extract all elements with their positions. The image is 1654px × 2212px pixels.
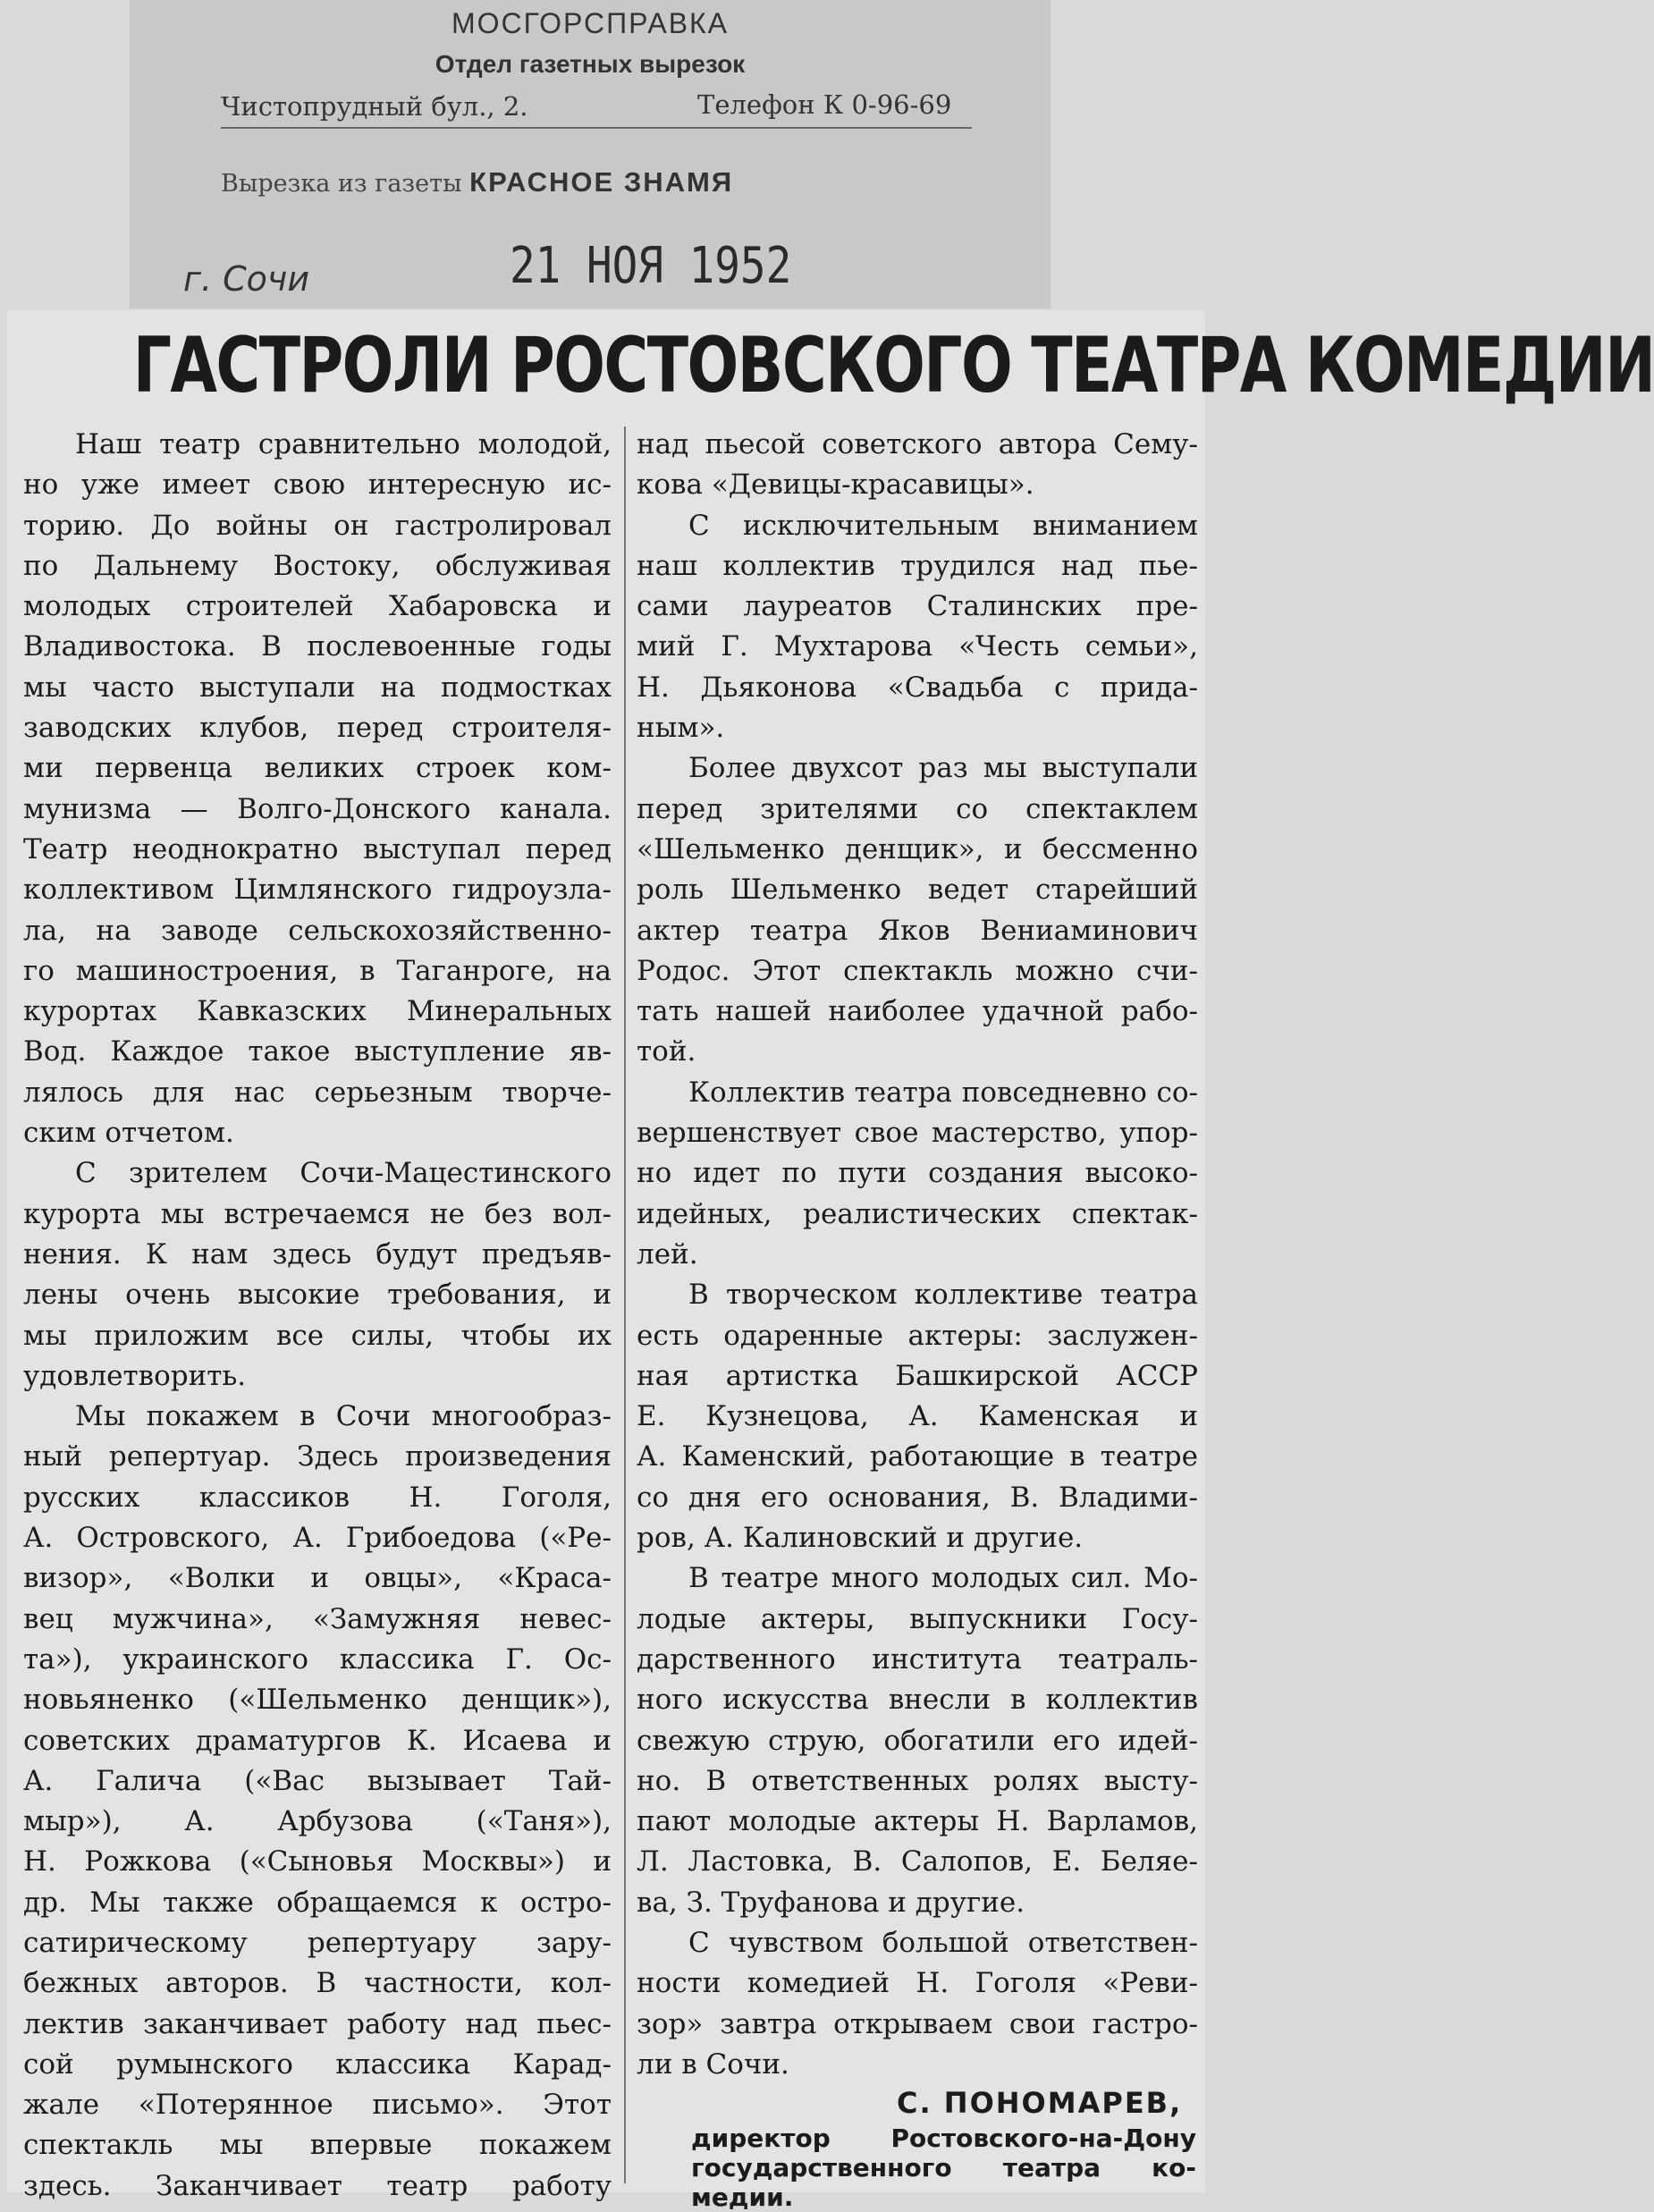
text-line: ва, З. Труфанова и другие. — [637, 1886, 1025, 1919]
text-line: курорта мы встречаемся не без вол- — [23, 1197, 612, 1230]
text-line: А. Островского, А. Грибоедова («Ре- — [23, 1522, 612, 1555]
text-line: сатирическому репертуару зару- — [23, 1926, 612, 1959]
signature-line: директор Ростовского-на-Дону — [691, 2123, 1196, 2153]
service-address: Чистопрудный бул., 2. — [221, 91, 528, 122]
text-line: над пьесой советского автора Сему- — [637, 428, 1198, 460]
source-prefix: Вырезка из газеты — [221, 170, 462, 198]
text-line: сой румынского классика Карад- — [23, 2047, 612, 2081]
text-line: пают молодые актеры Н. Варламов, — [637, 1805, 1198, 1838]
text-line: вершенствует свое мастерство, упор- — [637, 1117, 1198, 1150]
text-line: кова «Девицы-красавицы». — [637, 469, 1034, 502]
text-line: но идет по пути создания высоко- — [637, 1157, 1198, 1190]
text-line: сами лауреатов Сталинских пре- — [637, 590, 1198, 623]
text-line: ла, на заводе сельскохозяйственно- — [23, 914, 612, 947]
text-line: В театре много молодых сил. Мо- — [688, 1562, 1198, 1595]
text-line: по Дальнему Востоку, обслуживая — [23, 549, 612, 582]
text-line: С исключительным вниманием — [688, 509, 1198, 542]
text-line: ного искусства внесли в коллектив — [637, 1684, 1198, 1717]
text-line: молодых строителей Хабаровска и — [23, 590, 612, 623]
service-name: МОСГОРСПРАВКА — [451, 7, 730, 39]
text-line: ным». — [637, 712, 725, 745]
text-line: той. — [637, 1035, 696, 1068]
author-title — [691, 2123, 1196, 2212]
text-line: лей. — [637, 1237, 698, 1271]
text-line: дарственного института театраль- — [637, 1642, 1198, 1676]
text-line: свежую струю, обогатили его идей- — [637, 1724, 1198, 1757]
date-stamp: 21 НОЯ 1952 — [510, 237, 792, 295]
text-line: есть одаренные актеры: заслужен- — [637, 1319, 1198, 1352]
source-line — [221, 166, 733, 198]
text-line: Наш театр сравнительно молодой, — [75, 428, 612, 460]
text-line: Е. Кузнецова, А. Каменская и — [637, 1400, 1198, 1433]
text-line: лектив заканчивает работу над пьес- — [23, 2007, 612, 2040]
text-line: роль Шельменко ведет старейший — [637, 874, 1198, 907]
text-line: Театр неоднократно выступал перед — [23, 832, 612, 865]
text-line: мий Г. Мухтарова «Честь семьи», — [637, 630, 1198, 663]
text-line: Родос. Этот спектакль можно счи- — [637, 954, 1198, 987]
text-line: перед зрителями со спектаклем — [637, 792, 1198, 825]
article-headline: ГАСТРОЛИ РОСТОВСКОГО ТЕАТРА КОМЕДИИ — [132, 321, 1654, 410]
text-line: мыр»), А. Арбузова («Таня»), — [23, 1805, 612, 1838]
text-line: зор» завтра открываем свои гастро- — [637, 2007, 1198, 2040]
text-line: ским отчетом. — [23, 1117, 234, 1150]
text-line: новьяненко («Шельменко денщик»), — [23, 1684, 612, 1717]
text-line: А. Галича («Вас вызывает Тай- — [23, 1764, 612, 1797]
text-line: та»), украинского классика Г. Ос- — [23, 1642, 612, 1676]
text-line: торию. До войны он гастролировал — [23, 509, 612, 542]
clipping-service-label — [130, 0, 1051, 308]
text-line: ров, А. Калиновский и другие. — [637, 1522, 1084, 1555]
text-line: Владивостока. В послевоенные годы — [23, 630, 612, 663]
text-line: идейных, реалистических спектак- — [637, 1197, 1198, 1230]
text-line: «Шельменко денщик», и бессменно — [637, 832, 1198, 865]
article-column-left — [23, 425, 612, 2207]
newspaper-name: КРАСНОЕ ЗНАМЯ — [469, 166, 734, 198]
text-line: Л. Ластовка, В. Салопов, Е. Беляе- — [637, 1845, 1198, 1879]
handwritten-city: г. Сочи — [183, 259, 310, 299]
text-line: лены очень высокие требования, и — [23, 1279, 612, 1312]
text-line: бежных авторов. В частности, кол- — [23, 1967, 612, 2000]
label-divider — [221, 127, 972, 129]
text-line: мы приложим все силы, чтобы их — [23, 1319, 612, 1352]
text-line: но уже имеет свою интересную ис- — [23, 469, 612, 502]
text-line: но. В ответственных ролях высту- — [637, 1764, 1198, 1797]
text-line: лялось для нас серьезным творче- — [23, 1076, 612, 1109]
signature-line: медии. — [691, 2182, 794, 2212]
column-divider — [624, 426, 626, 2183]
service-phone: Телефон К 0-96-69 — [697, 89, 952, 120]
text-line: Более двухсот раз мы выступали — [688, 752, 1198, 785]
text-line: ная артистка Башкирской АССР — [637, 1359, 1198, 1392]
text-line: жале «Потерянное письмо». Этот — [23, 2089, 612, 2122]
text-line: В творческом коллективе театра — [688, 1279, 1198, 1312]
text-line: ный репертуар. Здесь произведения — [23, 1440, 612, 1473]
article-column-right — [637, 425, 1198, 2085]
text-line: тать нашей наиболее удачной рабо- — [637, 995, 1198, 1028]
text-line: мы часто выступали на подмостках — [23, 671, 612, 704]
text-line: Н. Рожкова («Сыновья Москвы») и — [23, 1845, 612, 1879]
text-line: ми первенца великих строек ком- — [23, 752, 612, 785]
text-line: коллективом Цимлянского гидроузла- — [23, 874, 612, 907]
department-name: Отдел газетных вырезок — [435, 50, 746, 78]
text-line: нения. К нам здесь будут предъяв- — [23, 1237, 612, 1271]
text-line: го машиностроения, в Таганроге, на — [23, 954, 612, 987]
text-line: Н. Дьяконова «Свадьба с прида- — [637, 671, 1198, 704]
text-line: Мы покажем в Сочи многообраз- — [75, 1400, 612, 1433]
text-line: наш коллектив трудился над пье- — [637, 549, 1198, 582]
signature-line: государственного театра ко- — [691, 2153, 1196, 2182]
text-line: удовлетворить. — [23, 1359, 247, 1392]
text-line: здесь. Заканчивает театр работу — [23, 2169, 612, 2202]
text-line: русских классиков Н. Гоголя, — [23, 1481, 612, 1514]
text-line: ли в Сочи. — [637, 2047, 789, 2081]
text-line: вец мужчина», «Замужняя невес- — [23, 1602, 612, 1635]
text-line: др. Мы также обращаемся к остро- — [23, 1886, 612, 1919]
text-line: С чувством большой ответствен- — [688, 1926, 1198, 1959]
newspaper-clipping — [7, 310, 1654, 2212]
text-line: лодые актеры, выпускники Госу- — [637, 1602, 1198, 1635]
text-line: актер театра Яков Вениаминович — [637, 914, 1198, 947]
text-line: А. Каменский, работающие в театре — [637, 1440, 1198, 1473]
text-line: Вод. Каждое такое выступление яв- — [23, 1035, 612, 1068]
text-line: заводских клубов, перед строителя- — [23, 712, 612, 745]
author-name: С. ПОНОМАРЕВ, — [897, 2086, 1183, 2120]
text-line: советских драматургов К. Исаева и — [23, 1724, 612, 1757]
text-line: ности комедией Н. Гоголя «Реви- — [637, 1967, 1198, 2000]
text-line: визор», «Волки и овцы», «Краса- — [23, 1562, 612, 1595]
text-line: курортах Кавказских Минеральных — [23, 995, 612, 1028]
text-line: со дня его основания, В. Владими- — [637, 1481, 1198, 1514]
text-line: мунизма — Волго-Донского канала. — [23, 792, 612, 825]
text-line: спектакль мы впервые покажем — [23, 2129, 612, 2162]
text-line: Коллектив театра повседневно со- — [688, 1076, 1198, 1109]
text-line: С зрителем Сочи-Мацестинского — [75, 1157, 612, 1190]
